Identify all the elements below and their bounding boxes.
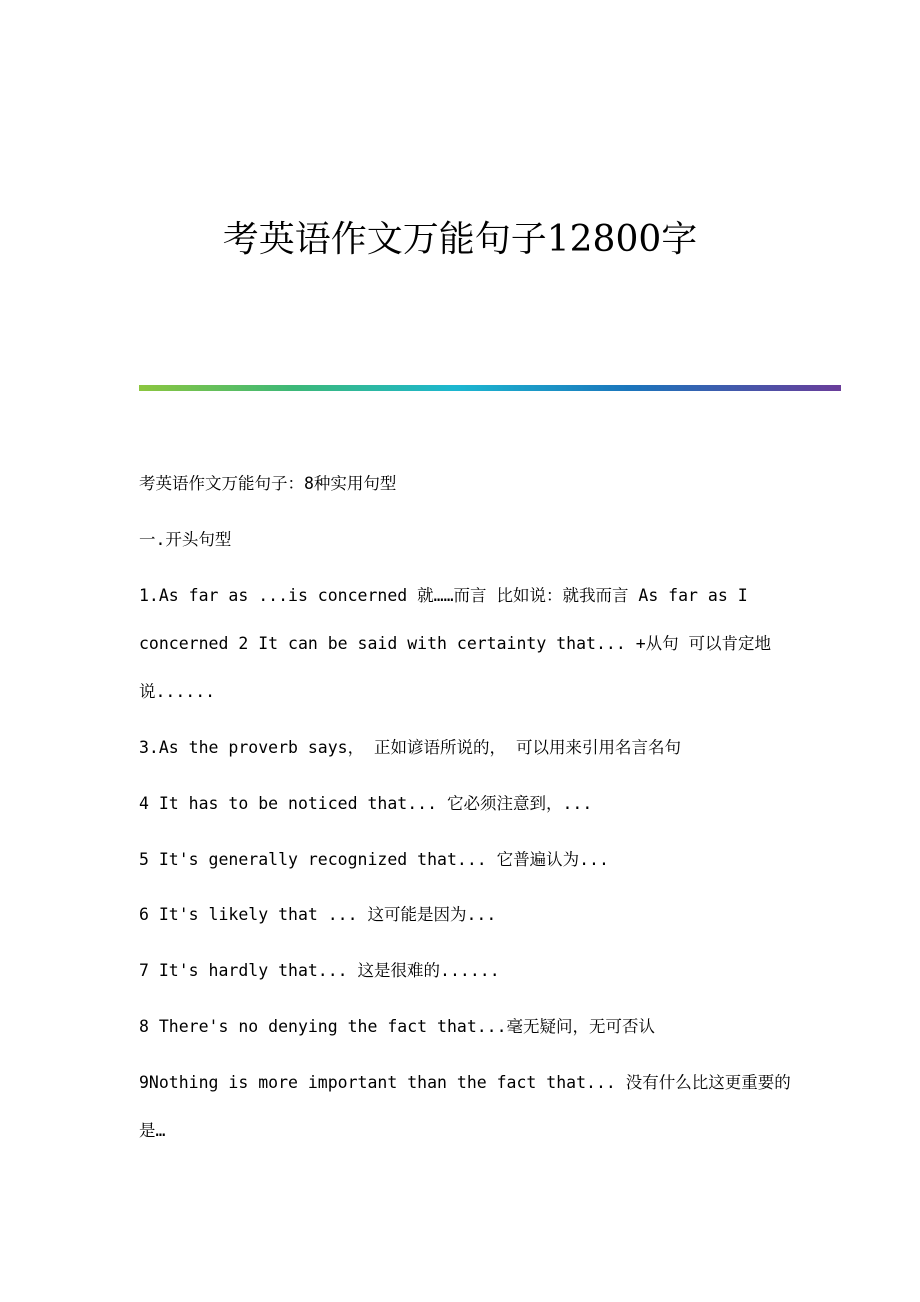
paragraph-line: 1.As far as ...is concerned 就……而言 比如说：就我而言 As far as I [139,586,748,605]
section-heading: 一.开头句型 [139,530,232,549]
gradient-divider [139,385,841,391]
paragraph-line: 6 It's likely that ... 这可能是因为... [139,905,497,924]
paragraph-line: 8 There's no denying the fact that...毫无疑问，无可否认 [139,1017,656,1036]
paragraph-line: concerned 2 It can be said with certainty that... +从句 可以肯定地 [139,634,772,653]
paragraph-line: 4 It has to be noticed that... 它必须注意到，... [139,794,593,813]
intro-line: 考英语作文万能句子：8种实用句型 [139,474,397,493]
paragraph-line: 7 It's hardly that... 这是很难的...... [139,961,500,980]
paragraph-line: 9Nothing is more important than the fact that... 没有什么比这更重要的 [139,1073,791,1092]
paragraph-line: 3.As the proverb says， 正如谚语所说的， 可以用来引用名言名句 [139,738,681,757]
paragraph-line: 5 It's generally recognized that... 它普遍认为... [139,850,609,869]
paragraph-line: 是… [139,1121,166,1140]
paragraph-line: 说...... [139,682,216,701]
page-title: 考英语作文万能句子12800字 [222,219,698,260]
